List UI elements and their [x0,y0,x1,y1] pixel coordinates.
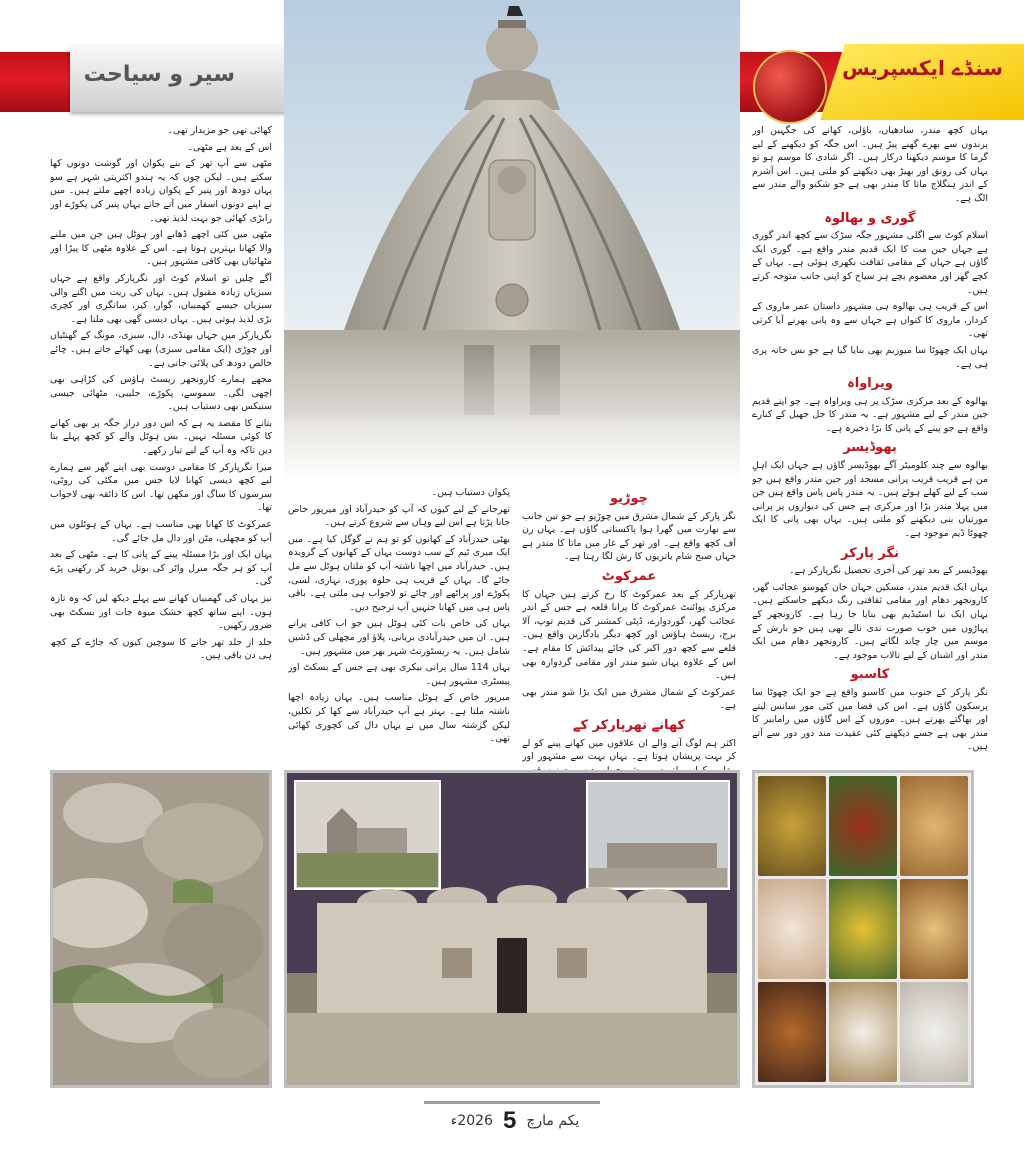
section-title: سیر و سیاحت [83,62,235,87]
food-collage-photo [752,770,974,1088]
globe-icon [755,52,825,122]
paragraph: نگر پارکر کے جنوب میں کاسبو واقع ہے جو ایک چھوٹا سا پرسکون گاؤں ہے۔ اس کی فضا میں کئی مور سانس لیتے اور بھاگتے پھرتے ہیں۔ موروں کے اس گاؤں میں رامابیر کا مندر بھی ہے جسے دیکھنے کئی عقیدت مند دور دور سے آتے ہیں۔ [752,686,988,753]
temple-hero-image [284,0,740,480]
article-column-mid-right [522,486,736,786]
subheading: بھوڈیسر [843,440,897,456]
paragraph: میرپور خاص کے ہوٹل مناسب ہیں۔ یہاں زیادہ اچھا ناشتہ ملتا ہے۔ بہتر ہے آپ حیدرآباد سے کھا کر نکلیں، لیکن گزشتہ سال میں نے یہاں دال کی کچوری کھائی تھی۔ [288,692,510,745]
paragraph: یہاں کچھ مندر، سادھیاں، باؤلی، کھانے کی جگہیں اور پرندوں سے بھرے گھنے پیڑ ہیں۔ اس جگہ کو دیکھنے کے لیے گرما کا موسم دیکھنا درکار ہیں۔ اگر شادی کا موسم ہو تو یہاں کی رونق اور بھیڑ بھی دیکھنے کو ملتی ہیں۔ اس آشرم کے اندر ہنگلاج ماتا کا مندر بھی ہے جو شکنو والے مندر سے الگ ہے۔ [752,125,988,204]
rocks-photo [50,770,272,1088]
paragraph: میرا نگرپارکر کا مقامی دوست بھی اپنے گھر سے ہمارے لیے کچھ دیسی کھانا لایا جس میں مکئی کی روٹی، سرسوں کا ساگ اور مکھن تھا۔ اس کا ذائقہ بھی لاجواب تھا۔ [50,461,272,514]
page-number: 5 [502,1107,517,1134]
paragraph: بتانے کا مقصد یہ ہے کہ اس دور دراز جگہ پر بھی کھانے کا کوئی مسئلہ نہیں۔ بس ہوٹل والے کو کچھ پہلے بتا دیں تاکہ وہ آپ کے لیے تیار رکھے۔ [50,417,272,457]
paragraph: بھوڈیسر کے بعد تھر کی آخری تحصیل نگرپارکر ہے۔ [788,565,988,577]
paragraph: یہاں ایک قدیم مندر، مسکین جہان خان کھوسو عجائب گھر، کارونجھر دھام اور مقامی ثقافتی رنگ دیکھے جاسکتے ہیں۔ یہاں ایک نیا اسٹیڈیم بھی بنایا جا رہا ہے۔ کارونجھر کے پہاڑوں میں خوب صورت ندی نالے بھی ہیں جو بارش کے موسم میں چار چاند لگاتے ہیں۔ کارونجھر دھام میں ایک مندر اور اشنان کے لیے تالاب موجود ہے۔ [752,581,988,661]
paragraph: کھائی تھی جو مزیدار تھی۔ [167,125,272,136]
paragraph: عمرکوٹ کا کھانا بھی مناسب ہے۔ یہاں کے ہوٹلوں میں آپ کو مچھلی، مٹن اور دال مل جائے گی۔ [50,519,272,544]
paragraph: نگر پارکر کے شمال مشرق میں چوڑیو ہے جو تین جانب سے بھارت میں گھرا ہوا پاکستانی گاؤں ہے۔ یہاں رن آف کچھ واقع ہے۔ اور تھر کے غار میں ماتا کا مندر ہے جہاں صبح شام یاتریوں کا رش لگا رہتا ہے۔ [522,510,736,563]
paragraph: نگرپارکر میں جہاں بھنڈی، دال، سبزی، مونگ کے گھنٹیاں اور چوڑی (ایک مقامی سبزی) بھی کھائے جاتے ہیں۔ چائے خالص دودھ کی پلائی جاتی ہے۔ [50,330,272,369]
food-dish-5 [829,879,897,979]
paragraph: یہاں کی خاص بات کئی ہوٹل ہیں جو اب کافی پرانے ہیں۔ ان میں حیدرآبادی بریانی، پلاؤ اور مچھلی کی ڈشیں شامل ہیں۔ یہ ریسٹورنٹ شہر بھر میں مشہور ہیں۔ [288,618,510,657]
paragraph: آگے چلیں تو اسلام کوٹ اور نگرپارکر واقع ہے جہاں سبزیاں زیادہ مقبول ہیں۔ یہاں کی ریت میں اگنے والی سبزیاں جیسے کھمبیاں، گوار، کیر، سانگری اور کچری بڑی لذیذ ہوتی ہیں۔ یہاں دیسی گھی بھی ملتا ہے۔ [50,272,272,325]
paragraph: یہاں 114 سال پرانی بیکری بھی ہے جس کے بسکٹ اور پیسٹری مشہور ہیں۔ [288,662,510,687]
paragraph: یہاں ایک چھوٹا سا میوزیم بھی بنایا گیا ہے جو بس خانہ پری ہی ہے۔ [752,344,988,370]
issue-year: 2026ء [450,1113,493,1129]
paragraph: مٹھی سے آپ تھر کے بنے پکوان اور گوشت دونوں کھا سکتے ہیں۔ لیکن چوں کہ یہ ہندو اکثریتی شہر ہے سو یہاں دودھ اور پنیر کے پکوان زیادہ اچھے ملتے ہیں۔ میں نے اپنے دونوں اسفار میں آتے جاتے یہاں پنیر کی پکوڑے اور رابڑی کھائی جو بہت لذیذ تھی۔ [50,158,272,224]
paragraph: اکثر ہم لوگ آنے والے ان علاقوں میں کھانے پینے کو لے کر بہت پریشان ہوتا ہے۔ یہاں بہت سے مشہور اور [522,737,736,763]
paragraph: بھالوہ کے بعد مرکزی سڑک پر ہی ویراواہ ہے۔ جو اپنے قدیم جین مندر کے لیے مشہور ہے۔ یہ مندر کا جل جھیل کے کنارے واقع ہے جو پینے کے پانی کا بڑا ذخیرہ ہے۔ [752,395,988,434]
monuments-photo [284,770,740,1088]
publication-logo: سنڈے ایکسپریس [842,56,1003,80]
paragraph: بھالوہ سے چند کلومیٹر آگے بھوڈیسر گاؤں ہے جہاں ایک اہلِ من ہے قریب قریب پرانی مسجد اور جین مندر واقع ہیں جو سب کے لیے کھلے ہوئے ہیں۔ یہ مندر پاس پاس واقع ہیں جن میں پہلا مندر بڑا اور مرکزی ہے جس کی دیواروں پر پرانی مورتیاں بنی دیکھنے کو ملتی ہیں۔ یہاں بھی پانی کا ایک چھوٹا ڈیم موجود ہے۔ [752,460,988,540]
subheading: ویراواہ [847,376,893,392]
paragraph: تھرپارکر کے بعد عمرکوٹ کا رخ کرتے ہیں جہاں کا مرکزی پوائنٹ عمرکوٹ کا پرانا قلعہ ہے جس کے اندر عجائب گھر، گوردوارے، ڈپٹی کمشنر کی قدیم توپ، آلا برج، ریسٹ ہاؤس اور کچھ دیگر یادگاریں واقع ہیں۔ قلعے سے کچھ دور اکبر کی جائے پیدائش کا مقام ہے۔ اس کے علاوہ یہاں شیو مندر اور مقامی گردوارہ بھی ہیں۔ [522,588,736,682]
page-footer [440,1106,590,1136]
food-dish-7 [758,982,826,1082]
paragraph: مجھے ہمارے کارونجھر ریسٹ ہاؤس کی کڑاہی بھی اچھی لگی۔ سموسے، پکوڑے، جلیبی، مٹھائی جیسی سنیکس بھی دستیاب ہیں۔ [50,374,272,413]
paragraph: جلد از جلد تھر جانے کا سوچیں کیوں کہ جاڑے کے کچھ ہی دن باقی ہیں۔ [50,636,272,662]
food-dish-1 [758,776,826,876]
paragraph: اس کے قریب ہی بھالوہ ہی مشہور داستان عمر ماروی کے کردار، ماروی کا کنواں ہے جہاں سے وہ پانی بھرنے آیا کرتی تھی۔ [752,301,988,340]
paragraph: اسلام کوٹ سے اگلی مشہور جگہ سڑک سے کچھ اندر گوری ہے جہاں جین مت کا ایک قدیم مندر واقع ہے۔ گوری ایک گاؤں ہے جہاں کے مقامی ثقافت بکھری ہوئی ہے۔ یہاں کے کچے گھر اور معصوم بچے ہر سیاح کو اپنی جانب متوجہ کرتے ہیں۔ [752,230,988,296]
article-column-left [50,124,272,784]
subheading: کھانے تھرپارکر کے [572,717,686,733]
subheading: عمرکوٹ [601,568,657,584]
paragraph: یہاں ایک اور بڑا مسئلہ پینے کے پانی کا ہے۔ مٹھی کے بعد آپ کو ہر جگہ منرل واٹر کی بوتل خرید کر رکھنی پڑے گی۔ [50,549,272,588]
food-dish-4 [758,879,826,979]
paragraph: تھرجانے کے لیے کیوں کہ آپ کو حیدرآباد اور میرپور خاص جانا پڑتا ہے اس لیے وہاں سے شروع کرتے ہیں۔ [288,503,510,529]
footer-divider [424,1101,600,1104]
food-dish-8 [829,982,897,1082]
article-column-right [752,124,988,784]
paragraph: بھٹی حیدرآباد کے کھانوں کو تو ہم نے گوگل کیا ہے۔ میں ایک میری ٹیم کے سب دوست یہاں کے کھانوں کے گرویدہ ہیں۔ حیدرآباد میں اچھا ناشتہ آپ کو ملتان ہوٹل سے مل جائے گا۔ یہاں کے قریب ہی حلوہ پوری، نہاری، لسی، پکوڑے اور پراٹھے اور چائے تو لاجواب ہی ملتی ہے۔ باقی پاس ہی میں کھانا جنہیں آپ ترجیح دیں۔ [288,533,510,613]
food-dish-2 [829,776,897,876]
food-dish-9 [900,982,968,1082]
subheading: نگر پارکر [841,545,899,561]
paragraph: نیز یہاں کی گھمبیاں کھانے سے پہلے دیکھ لیں کہ وہ تازہ ہوں۔ اپنے ساتھ کچھ خشک میوہ جات اور بسکٹ بھی ضرور رکھیں۔ [50,593,272,632]
paragraph: اس کے بعد ہے مٹھی۔ [187,141,272,153]
article-column-mid-left [288,486,510,786]
food-dish-3 [900,776,968,876]
issue-date: یکم مارچ [526,1113,580,1129]
food-dish-6 [900,879,968,979]
paragraph: پکوان دستیاب ہیں۔ [431,487,510,498]
paragraph: مٹھی میں کئی اچھے ڈھابے اور ہوٹل ہیں جن میں ملنے والا کھانا بہترین ہوتا ہے۔ اس کے علاوہ مٹھی کا پیڑا اور مٹھائیاں بھی کافی مشہور ہیں۔ [50,229,272,268]
subheading: گوری و بھالوہ [824,210,916,226]
paragraph: عمرکوٹ کے شمال مشرق میں ایک بڑا شو مندر بھی ہے۔ [522,686,736,712]
subheading: چوڑیو [609,491,649,506]
subheading: کاسبو [850,667,890,683]
